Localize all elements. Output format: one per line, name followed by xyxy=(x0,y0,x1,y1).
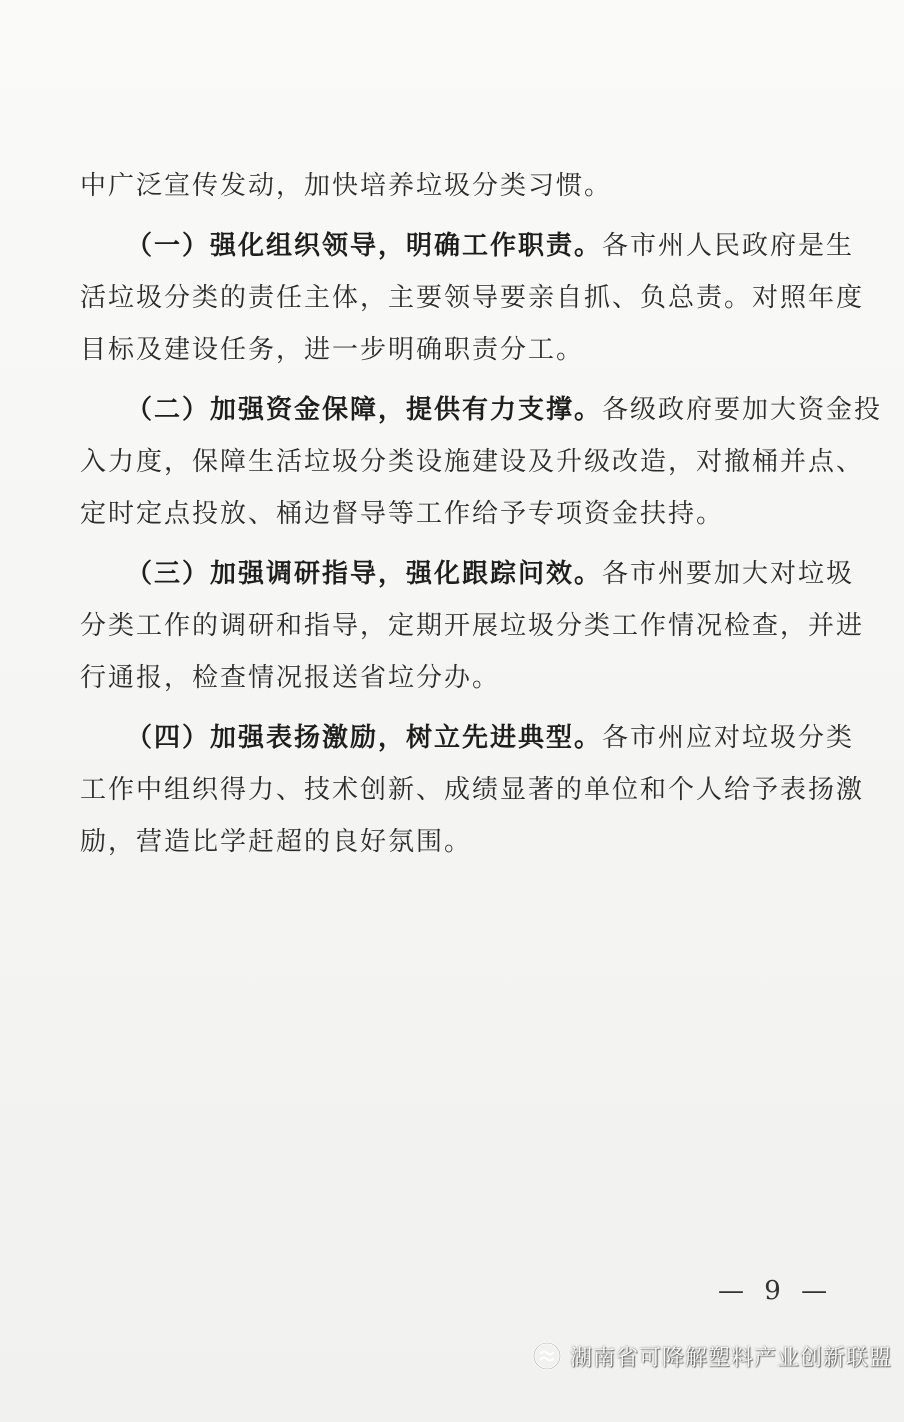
paragraph-funding xyxy=(80,384,883,540)
text-line: 中广泛宣传发动，加快培养垃圾分类习惯。 xyxy=(80,171,613,201)
text-line xyxy=(80,548,855,600)
section-heading: （二）加强资金保障，提供有力支撑。 xyxy=(126,395,603,425)
wechat-watermark xyxy=(532,1336,892,1376)
text-span: 各市州人民政府是生 xyxy=(602,231,855,261)
text-line: 分类工作的调研和指导，定期开展垃圾分类工作情况检查，并进 xyxy=(80,611,865,641)
text-line: 工作中组织得力、技术创新、成绩显著的单位和个人给予表扬激 xyxy=(80,775,865,805)
text-line xyxy=(80,384,883,436)
paragraph-incentive xyxy=(80,712,865,868)
text-span: 各市州应对垃圾分类 xyxy=(602,723,855,753)
section-heading: （四）加强表扬激励，树立先进典型。 xyxy=(126,723,603,753)
text-span: 各级政府要加大资金投 xyxy=(602,395,883,425)
text-line: 行通报，检查情况报送省垃分办。 xyxy=(80,663,501,693)
text-line: 励，营造比学赶超的良好氛围。 xyxy=(80,827,473,857)
text-line xyxy=(80,220,855,272)
section-heading: （三）加强调研指导，强化跟踪问效。 xyxy=(126,559,603,589)
paragraph-research xyxy=(80,548,865,704)
text-line: 活垃圾分类的责任主体，主要领导要亲自抓、负总责。对照年度 xyxy=(80,283,865,313)
text-line: 入力度，保障生活垃圾分类设施建设及升级改造，对撤桶并点、 xyxy=(80,447,865,477)
section-heading: （一）强化组织领导，明确工作职责。 xyxy=(126,231,603,261)
wechat-icon xyxy=(532,1341,562,1371)
paragraph-intro xyxy=(80,160,850,212)
document-body xyxy=(80,160,883,868)
page-number: — 9 — xyxy=(718,1276,834,1306)
text-span: 各市州要加大对垃圾 xyxy=(602,559,855,589)
text-line: 目标及建设任务，进一步明确职责分工。 xyxy=(80,335,585,365)
watermark-text: 湖南省可降解塑料产业创新联盟 xyxy=(570,1345,893,1371)
text-line: 定时定点投放、桶边督导等工作给予专项资金扶持。 xyxy=(80,499,725,529)
text-line xyxy=(80,712,855,764)
paragraph-organization xyxy=(80,220,865,376)
